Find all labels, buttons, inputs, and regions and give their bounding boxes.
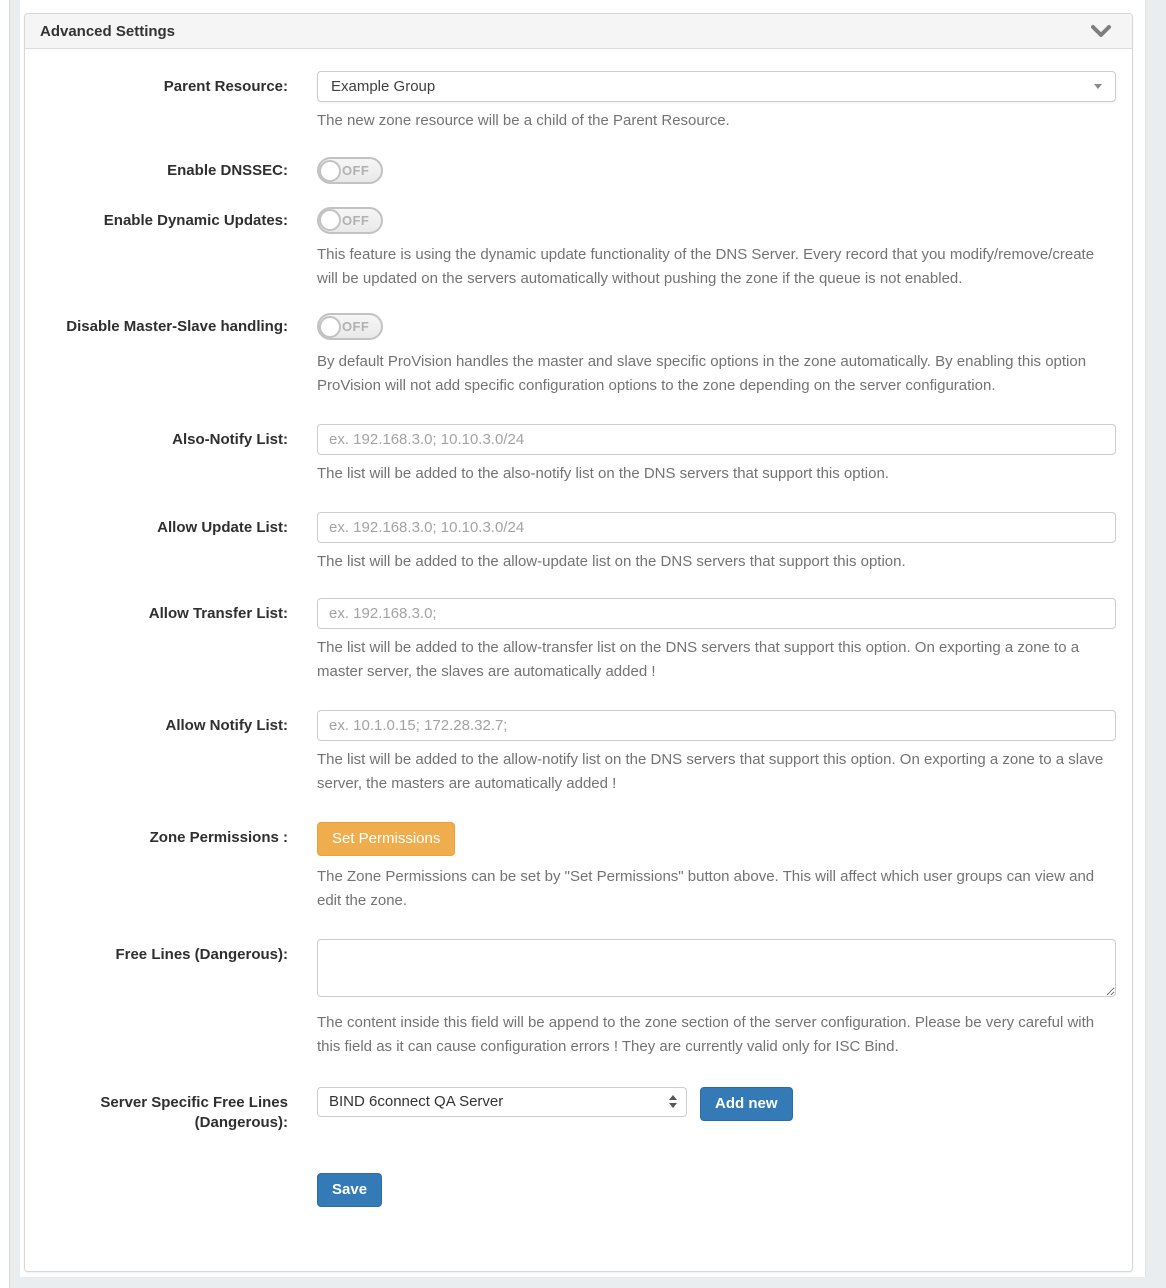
panel-header — [25, 14, 1132, 49]
panel-body — [25, 49, 1132, 1207]
up-down-arrows-icon — [669, 1095, 677, 1108]
parent-resource-selected-value: Example Group — [331, 78, 436, 95]
server-select-selected-value: BIND 6connect QA Server — [329, 1093, 504, 1110]
allow-transfer-label: Allow Transfer List: — [148, 604, 288, 622]
zone-permissions-label: Zone Permissions : — [149, 828, 288, 846]
also-notify-help: The list will be added to the also-notify list on the DNS servers that support this option. — [317, 464, 889, 482]
row-free-lines — [25, 939, 1132, 1059]
row-allow-transfer — [25, 598, 1132, 684]
parent-resource-select[interactable] — [317, 71, 1116, 102]
allow-transfer-input[interactable] — [317, 598, 1116, 629]
toggle-state-label: OFF — [342, 163, 370, 178]
caret-down-icon — [1094, 84, 1102, 89]
toggle-knob — [319, 209, 341, 231]
chevron-down-icon — [1090, 24, 1112, 38]
allow-update-help: The list will be added to the allow-update list on the DNS servers that support this option. — [317, 552, 906, 570]
page-left-margin — [0, 0, 10, 1288]
enable-dynamic-updates-label: Enable Dynamic Updates: — [103, 211, 288, 229]
parent-resource-label: Parent Resource: — [163, 78, 288, 95]
free-lines-help: The content inside this field will be append to the zone section of the server configuration. Please be very careful with this field as it can cause configuration errors ! They are currently valid only for ISC Bind. — [317, 1013, 1095, 1055]
row-enable-dnssec — [25, 157, 1132, 187]
disable-master-slave-help: By default ProVision handles the master and slave specific options in the zone automatically. By enabling this option ProVision will not add specific configuration options to the zone depending on the server configuration. — [317, 352, 1087, 394]
row-also-notify — [25, 424, 1132, 486]
toggle-knob — [319, 160, 341, 182]
save-label-spacer — [25, 1173, 288, 1179]
row-parent-resource — [25, 71, 1132, 133]
free-lines-label: Free Lines (Dangerous): — [115, 945, 288, 963]
row-save — [25, 1173, 1132, 1207]
allow-update-input[interactable] — [317, 512, 1116, 543]
advanced-settings-panel — [24, 13, 1133, 1272]
row-enable-dynamic-updates — [25, 207, 1132, 292]
enable-dynamic-updates-help: This feature is using the dynamic update functionality of the DNS Server. Every record that you modify/remove/create will be updated on the servers automatically without pushing the zone if the queue is not enabled. — [317, 246, 1095, 287]
allow-notify-input[interactable] — [317, 710, 1116, 741]
row-server-specific-free-lines — [25, 1087, 1132, 1133]
allow-notify-label: Allow Notify List: — [165, 716, 288, 734]
allow-update-label: Allow Update List: — [157, 518, 288, 536]
row-disable-master-slave — [25, 313, 1132, 398]
add-new-button[interactable]: Add new — [700, 1087, 793, 1121]
server-select[interactable] — [317, 1087, 687, 1117]
set-permissions-button[interactable]: Set Permissions — [317, 822, 455, 856]
collapse-toggle[interactable] — [1090, 24, 1112, 38]
server-specific-free-lines-label: Server Specific Free Lines (Dangerous): — [100, 1093, 288, 1131]
enable-dnssec-label: Enable DNSSEC: — [167, 162, 288, 179]
toggle-state-label: OFF — [342, 319, 370, 334]
toggle-state-label: OFF — [342, 212, 370, 228]
disable-master-slave-label: Disable Master-Slave handling: — [66, 318, 288, 335]
parent-resource-help: The new zone resource will be a child of the Parent Resource. — [317, 112, 730, 129]
row-zone-permissions — [25, 822, 1132, 913]
allow-notify-help: The list will be added to the allow-notify list on the DNS servers that support this option. On exporting a zone to a slave server, the masters are automatically added ! — [317, 750, 1104, 792]
allow-transfer-help: The list will be added to the allow-transfer list on the DNS servers that support this option. On exporting a zone to a master server, the slaves are automatically added ! — [317, 638, 1080, 680]
free-lines-textarea[interactable] — [317, 939, 1116, 997]
also-notify-label: Also-Notify List: — [172, 430, 288, 448]
enable-dynamic-updates-toggle[interactable] — [317, 207, 383, 234]
panel-title: Advanced Settings — [40, 22, 176, 40]
row-allow-update — [25, 512, 1132, 574]
also-notify-input[interactable] — [317, 424, 1116, 455]
zone-permissions-help: The Zone Permissions can be set by "Set Permissions" button above. This will affect which user groups can view and edit the zone. — [317, 867, 1095, 909]
row-allow-notify — [25, 710, 1132, 796]
disable-master-slave-toggle[interactable] — [317, 313, 383, 340]
content-area — [20, 0, 1146, 1277]
toggle-knob — [319, 316, 341, 338]
save-button[interactable]: Save — [317, 1173, 382, 1207]
enable-dnssec-toggle[interactable] — [317, 157, 383, 184]
